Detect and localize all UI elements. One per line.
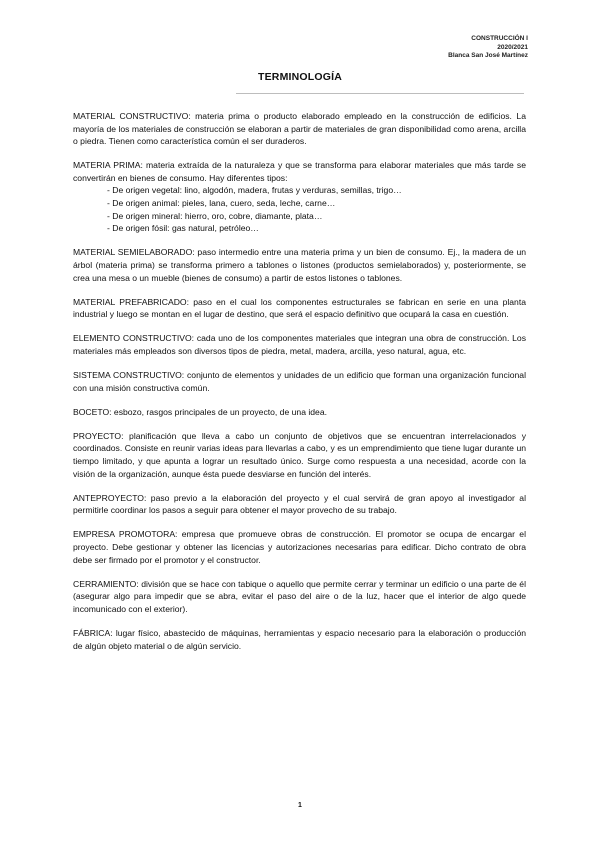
term-name: SISTEMA CONSTRUCTIVO: xyxy=(73,370,185,380)
term-definition: cada uno de los componentes materiales que integran una obra de construcción. Los materiales más empleados son diversos tipos de piedra, metal, madera, arcilla, yeso natural, agua, etc. xyxy=(73,333,526,356)
page-number: 1 xyxy=(298,802,302,809)
term-cerramiento xyxy=(73,578,526,616)
term-materia-prima xyxy=(73,159,526,235)
term-boceto xyxy=(73,406,526,419)
term-name: MATERIAL CONSTRUCTIVO: xyxy=(73,111,191,121)
terms-list xyxy=(73,110,526,664)
term-definition: planificación que lleva a cabo un conjunto de objetivos que se encuentran interrelacionados y coordinados. Consiste en reunir varias ideas para llevarlas a cabo, y es un emprendimiento que tiene lugar durante un tiempo limitado, y que apunta a lograr un resultado único. Surge como respuesta a una necesidad, acorde con la visión de la organización, aunque ésta puede desviarse en función del interés. xyxy=(73,430,526,479)
term-sistema-constructivo xyxy=(73,369,526,394)
term-name: MATERIAL PREFABRICADO: xyxy=(73,296,189,307)
header-course: CONSTRUCCIÓN I xyxy=(471,35,528,42)
term-name: FÁBRICA: xyxy=(73,627,113,638)
term-name: EMPRESA PROMOTORA: xyxy=(73,529,178,540)
header-author: Blanca San José Martínez xyxy=(448,52,528,59)
term-definition: conjunto de elementos y unidades de un edificio que forman una organización funcional con una misión constructiva común. xyxy=(73,370,526,393)
term-name: BOCETO: xyxy=(73,406,112,417)
page-header xyxy=(448,35,528,61)
term-definition: división que se hace con tabique o aquello que permite cerrar y terminar un edificio o una parte de él (asegurar algo para impedir que se abra, evitar el paso del aire o de la luz, hacer que el interior de algo quede incomunicado con el exterior). xyxy=(73,578,526,614)
list-item: - De origen animal: pieles, lana, cuero, seda, leche, carne… xyxy=(107,197,526,210)
list-item: - De origen fósil: gas natural, petróleo… xyxy=(107,222,526,235)
title-divider xyxy=(236,93,524,94)
term-definition: lugar físico, abastecido de máquinas, herramientas y espacio necesario para la elaboración o producción de algún objeto material o de algún servicio. xyxy=(73,627,526,651)
term-fabrica xyxy=(73,627,526,652)
term-name: PROYECTO: xyxy=(73,430,124,441)
page-title: TERMINOLOGÍA xyxy=(257,71,343,83)
term-definition: materia extraída de la naturaleza y que se transforma para elaborar materiales que más tarde se convertirán en bienes de consumo. Hay diferentes tipos: xyxy=(73,160,526,183)
term-name: ELEMENTO CONSTRUCTIVO: xyxy=(73,333,195,344)
raw-material-types-list xyxy=(73,184,526,234)
term-proyecto xyxy=(73,430,526,480)
term-definition: materia prima o producto elaborado empleado en la construcción de edificios. La mayoría de los materiales de construcción se elaboran a partir de materiales de gran disponibilidad como arena, arcilla o piedra. Tienen como característica común el ser duraderos. xyxy=(73,111,526,147)
term-name: MATERIAL SEMIELABORADO: xyxy=(73,247,195,258)
term-material-semielaborado xyxy=(73,246,526,284)
term-material-constructivo xyxy=(73,110,526,148)
term-definition: paso en el cual los componentes estructurales se fabrican en serie en una planta industrial y luego se montan en el lugar de destino, que será el espacio definitivo que ocupará la casa en cuestión. xyxy=(73,296,526,320)
list-item: - De origen vegetal: lino, algodón, madera, frutas y verduras, semillas, trigo… xyxy=(107,184,526,197)
term-name: CERRAMIENTO: xyxy=(73,578,139,589)
term-empresa-promotora xyxy=(73,528,526,566)
term-anteproyecto xyxy=(73,492,526,517)
header-year: 2020/2021 xyxy=(497,43,528,51)
term-definition: paso previo a la elaboración del proyecto y el cual servirá de gran apoyo al investigador al permitirle coordinar los pasos a seguir para obtener el mayor provecho de su trabajo. xyxy=(73,492,526,516)
term-definition: paso intermedio entre una materia prima y un bien de consumo. Ej., la madera de un árbol (materia prima) se transforma primero a tablones o listones (productos semielaborados) y, posteriormente, se crea una mesa o un mueble (bienes de consumo) a partir de estos listones o tablones. xyxy=(73,247,526,283)
term-name: ANTEPROYECTO: xyxy=(73,492,147,503)
term-name: MATERIA PRIMA: xyxy=(73,160,143,171)
term-material-prefabricado xyxy=(73,296,526,321)
list-item: - De origen mineral: hierro, oro, cobre, diamante, plata… xyxy=(107,210,526,223)
term-elemento-constructivo xyxy=(73,332,526,357)
term-definition: esbozo, rasgos principales de un proyecto, de una idea. xyxy=(111,406,327,417)
term-definition: empresa que promueve obras de construcción. El promotor se ocupa de encargar el proyecto. Debe gestionar y obtener las licencias y autorizaciones necesarias para edificar. Dicho contrato de obra debe ser firmado por el promotor y el constructor. xyxy=(73,529,526,565)
